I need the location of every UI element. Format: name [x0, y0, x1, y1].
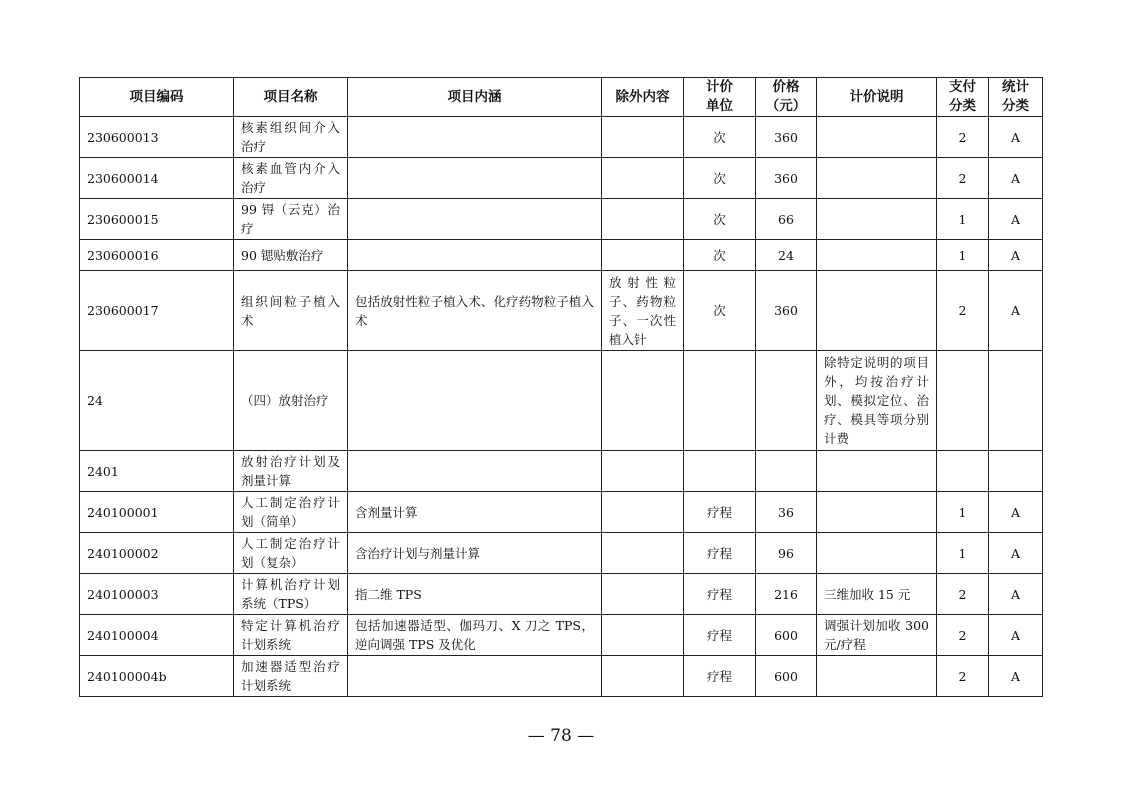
item-content-cell: 包括加速器适型、伽玛刀、X 刀之 TPS，逆向调强 TPS 及优化 — [348, 615, 602, 656]
price-cell — [756, 351, 817, 451]
stat-class-cell: A — [989, 533, 1043, 574]
unit-cell: 疗程 — [684, 492, 756, 533]
price-cell: 360 — [756, 117, 817, 158]
pricing-note-cell — [817, 199, 937, 240]
header-note: 计价说明 — [817, 78, 937, 117]
unit-cell: 次 — [684, 199, 756, 240]
item-content-cell — [348, 451, 602, 492]
item-content-cell — [348, 656, 602, 697]
exclusion-cell — [602, 492, 684, 533]
item-code-cell: 230600014 — [80, 158, 234, 199]
header-pay-class: 支付 分类 — [937, 78, 989, 117]
exclusion-cell — [602, 240, 684, 271]
item-name-cell: （四）放射治疗 — [234, 351, 348, 451]
table-header-row — [80, 78, 1043, 117]
table-row — [80, 271, 1043, 351]
stat-class-cell — [989, 451, 1043, 492]
stat-class-cell: A — [989, 656, 1043, 697]
unit-cell — [684, 351, 756, 451]
unit-cell: 疗程 — [684, 615, 756, 656]
stat-class-cell: A — [989, 240, 1043, 271]
item-content-cell — [348, 158, 602, 199]
page-number: — 78 — — [527, 726, 595, 746]
header-code: 项目编码 — [80, 78, 234, 117]
table-row — [80, 574, 1043, 615]
header-unit: 计价 单位 — [684, 78, 756, 117]
item-content-cell — [348, 240, 602, 271]
price-cell: 36 — [756, 492, 817, 533]
item-name-cell: 特定计算机治疗计划系统 — [234, 615, 348, 656]
item-name-cell: 计算机治疗计划系统（TPS） — [234, 574, 348, 615]
price-cell — [756, 451, 817, 492]
pricing-note-cell — [817, 117, 937, 158]
stat-class-cell: A — [989, 199, 1043, 240]
header-stat-class: 统计 分类 — [989, 78, 1043, 117]
exclusion-cell — [602, 199, 684, 240]
item-code-cell: 24 — [80, 351, 234, 451]
price-cell: 600 — [756, 615, 817, 656]
price-cell: 24 — [756, 240, 817, 271]
item-content-cell — [348, 351, 602, 451]
item-name-cell: 人工制定治疗计划（复杂） — [234, 533, 348, 574]
pay-class-cell: 1 — [937, 492, 989, 533]
price-cell: 600 — [756, 656, 817, 697]
unit-cell: 次 — [684, 271, 756, 351]
stat-class-cell: A — [989, 117, 1043, 158]
exclusion-cell — [602, 117, 684, 158]
table-row — [80, 199, 1043, 240]
price-cell: 360 — [756, 271, 817, 351]
item-name-cell: 90 锶贴敷治疗 — [234, 240, 348, 271]
pay-class-cell: 2 — [937, 158, 989, 199]
item-name-cell: 核素组织间介入治疗 — [234, 117, 348, 158]
item-code-cell: 240100001 — [80, 492, 234, 533]
stat-class-cell: A — [989, 158, 1043, 199]
pay-class-cell — [937, 451, 989, 492]
header-exclusion: 除外内容 — [602, 78, 684, 117]
pay-class-cell: 2 — [937, 271, 989, 351]
exclusion-cell — [602, 656, 684, 697]
fee-table — [79, 77, 1043, 697]
header-price: 价格 （元） — [756, 78, 817, 117]
item-code-cell: 230600013 — [80, 117, 234, 158]
pricing-note-cell — [817, 492, 937, 533]
item-code-cell: 2401 — [80, 451, 234, 492]
price-cell: 360 — [756, 158, 817, 199]
price-cell: 96 — [756, 533, 817, 574]
table-row — [80, 117, 1043, 158]
header-name: 项目名称 — [234, 78, 348, 117]
item-content-cell: 含治疗计划与剂量计算 — [348, 533, 602, 574]
pricing-note-cell — [817, 451, 937, 492]
table-row — [80, 533, 1043, 574]
pricing-note-cell — [817, 271, 937, 351]
pay-class-cell: 1 — [937, 199, 989, 240]
item-code-cell: 230600016 — [80, 240, 234, 271]
item-content-cell: 包括放射性粒子植入术、化疗药物粒子植入术 — [348, 271, 602, 351]
price-cell: 66 — [756, 199, 817, 240]
pricing-note-cell: 调强计划加收 300 元/疗程 — [817, 615, 937, 656]
unit-cell: 疗程 — [684, 574, 756, 615]
pay-class-cell: 1 — [937, 240, 989, 271]
table-row — [80, 240, 1043, 271]
item-code-cell: 240100003 — [80, 574, 234, 615]
table-row — [80, 656, 1043, 697]
item-code-cell: 240100002 — [80, 533, 234, 574]
item-code-cell: 240100004b — [80, 656, 234, 697]
pay-class-cell: 1 — [937, 533, 989, 574]
item-content-cell: 指二维 TPS — [348, 574, 602, 615]
item-name-cell: 人工制定治疗计划（简单） — [234, 492, 348, 533]
table-row — [80, 451, 1043, 492]
unit-cell: 次 — [684, 117, 756, 158]
unit-cell: 疗程 — [684, 533, 756, 574]
exclusion-cell — [602, 158, 684, 199]
item-name-cell: 核素血管内介入治疗 — [234, 158, 348, 199]
pricing-note-cell — [817, 533, 937, 574]
pay-class-cell: 2 — [937, 117, 989, 158]
item-content-cell: 含剂量计算 — [348, 492, 602, 533]
stat-class-cell: A — [989, 271, 1043, 351]
table-row — [80, 615, 1043, 656]
unit-cell: 次 — [684, 240, 756, 271]
item-name-cell: 放射治疗计划及剂量计算 — [234, 451, 348, 492]
price-cell: 216 — [756, 574, 817, 615]
item-name-cell: 加速器适型治疗计划系统 — [234, 656, 348, 697]
exclusion-cell — [602, 451, 684, 492]
pricing-note-cell: 除特定说明的项目外，均按治疗计划、模拟定位、治疗、模具等项分别计费 — [817, 351, 937, 451]
item-name-cell: 99 锝（云克）治疗 — [234, 199, 348, 240]
item-code-cell: 230600017 — [80, 271, 234, 351]
pay-class-cell: 2 — [937, 574, 989, 615]
stat-class-cell: A — [989, 615, 1043, 656]
pay-class-cell: 2 — [937, 615, 989, 656]
stat-class-cell — [989, 351, 1043, 451]
exclusion-cell — [602, 574, 684, 615]
item-name-cell: 组织间粒子植入术 — [234, 271, 348, 351]
pricing-note-cell: 三维加收 15 元 — [817, 574, 937, 615]
item-content-cell — [348, 117, 602, 158]
pricing-note-cell — [817, 656, 937, 697]
item-code-cell: 230600015 — [80, 199, 234, 240]
exclusion-cell — [602, 615, 684, 656]
table-row — [80, 492, 1043, 533]
stat-class-cell: A — [989, 492, 1043, 533]
unit-cell: 次 — [684, 158, 756, 199]
exclusion-cell — [602, 533, 684, 574]
pricing-note-cell — [817, 158, 937, 199]
pay-class-cell: 2 — [937, 656, 989, 697]
unit-cell — [684, 451, 756, 492]
exclusion-cell — [602, 351, 684, 451]
pay-class-cell — [937, 351, 989, 451]
unit-cell: 疗程 — [684, 656, 756, 697]
stat-class-cell: A — [989, 574, 1043, 615]
exclusion-cell: 放射性粒子、药物粒子、一次性植入针 — [602, 271, 684, 351]
table-row — [80, 351, 1043, 451]
header-content: 项目内涵 — [348, 78, 602, 117]
pricing-note-cell — [817, 240, 937, 271]
item-content-cell — [348, 199, 602, 240]
item-code-cell: 240100004 — [80, 615, 234, 656]
table-row — [80, 158, 1043, 199]
